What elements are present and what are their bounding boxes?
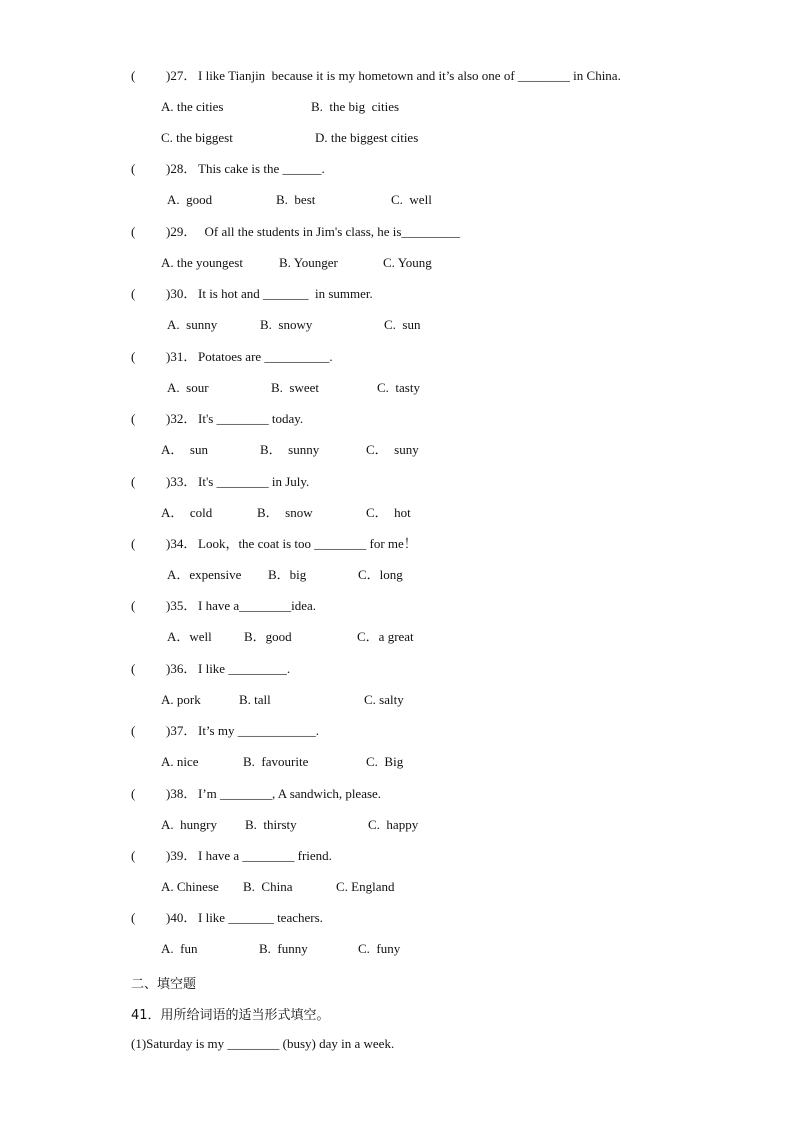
question-number: )35． xyxy=(166,598,197,613)
option-a[interactable]: A. Chinese xyxy=(161,879,219,894)
option-c[interactable]: C．a great xyxy=(357,629,414,644)
option-a[interactable]: A． cold xyxy=(161,505,213,520)
option-b[interactable]: B. Younger xyxy=(279,255,338,270)
question-number: )28． xyxy=(166,161,197,176)
answer-paren[interactable]: ( xyxy=(131,349,136,364)
option-c[interactable]: C． hot xyxy=(366,505,411,520)
answer-paren[interactable]: ( xyxy=(131,411,136,426)
option-d[interactable]: D. the biggest cities xyxy=(315,130,419,145)
question-41-instruction: 41．用所给词语的适当形式填空。 xyxy=(131,1008,330,1023)
question-number: )30． xyxy=(166,286,197,301)
answer-paren[interactable]: ( xyxy=(131,910,136,925)
question-number: )39． xyxy=(166,848,197,863)
option-b[interactable]: B. the big cities xyxy=(311,99,400,114)
answer-paren[interactable]: ( xyxy=(131,286,136,301)
question-number: )40． xyxy=(166,910,197,925)
option-a[interactable]: A．expensive xyxy=(167,567,242,582)
option-b[interactable]: B. best xyxy=(276,192,316,207)
answer-paren[interactable]: ( xyxy=(131,68,136,83)
question-text: I have a________idea. xyxy=(198,598,317,613)
option-b[interactable]: B．good xyxy=(244,629,292,644)
answer-paren[interactable]: ( xyxy=(131,474,136,489)
option-a[interactable]: A. pork xyxy=(161,692,201,707)
option-c[interactable]: C. tasty xyxy=(377,380,420,395)
question-text: I’m ________, A sandwich, please. xyxy=(198,786,382,801)
option-c[interactable]: C． suny xyxy=(366,442,419,457)
question-number: )29． xyxy=(166,224,197,239)
option-b[interactable]: B. tall xyxy=(239,692,271,707)
option-c[interactable]: C. well xyxy=(391,192,432,207)
option-b[interactable]: B．big xyxy=(268,567,307,582)
option-a[interactable]: A．well xyxy=(167,629,212,644)
option-b[interactable]: B． snow xyxy=(257,505,313,520)
answer-paren[interactable]: ( xyxy=(131,786,136,801)
answer-paren[interactable]: ( xyxy=(131,661,136,676)
option-a[interactable]: A. good xyxy=(167,192,213,207)
question-text: It’s my ____________. xyxy=(198,723,319,738)
option-b[interactable]: B． sunny xyxy=(260,442,320,457)
question-text: I like _________. xyxy=(198,661,291,676)
question-number: )34． xyxy=(166,536,197,551)
option-a[interactable]: A. sour xyxy=(167,380,209,395)
option-c[interactable]: C. Young xyxy=(383,255,432,270)
question-text: Of all the students in Jim's class, he is_________ xyxy=(198,224,460,239)
question-number: )36． xyxy=(166,661,197,676)
option-b[interactable]: B. favourite xyxy=(243,754,309,769)
option-c[interactable]: C. Big xyxy=(366,754,404,769)
answer-paren[interactable]: ( xyxy=(131,723,136,738)
option-c[interactable]: C. salty xyxy=(364,692,404,707)
option-c[interactable]: C. England xyxy=(336,879,395,894)
option-a[interactable]: A. the youngest xyxy=(161,255,243,270)
question-number: )27． xyxy=(166,68,197,83)
question-number: )38． xyxy=(166,786,197,801)
section-heading: 二、填空题 xyxy=(131,977,197,992)
question-41-item-1: (1)Saturday is my ________ (busy) day in a week. xyxy=(131,1036,395,1051)
answer-paren[interactable]: ( xyxy=(131,598,136,613)
option-c[interactable]: C. funy xyxy=(358,941,401,956)
option-a[interactable]: A. fun xyxy=(161,941,198,956)
option-a[interactable]: A. nice xyxy=(161,754,199,769)
option-b[interactable]: B. thirsty xyxy=(245,817,297,832)
question-number: )31． xyxy=(166,349,197,364)
question-text: I like _______ teachers. xyxy=(198,910,323,925)
answer-paren[interactable]: ( xyxy=(131,224,136,239)
question-text: Look，the coat is too ________ for me！ xyxy=(198,536,417,551)
option-b[interactable]: B. funny xyxy=(259,941,308,956)
option-a[interactable]: A. sunny xyxy=(167,317,218,332)
question-text: It's ________ today. xyxy=(198,411,304,426)
option-c[interactable]: C. the biggest xyxy=(161,130,233,145)
question-number: )32． xyxy=(166,411,197,426)
question-text: I have a ________ friend. xyxy=(198,848,332,863)
option-b[interactable]: B. China xyxy=(243,879,293,894)
question-number: )33． xyxy=(166,474,197,489)
option-c[interactable]: C. happy xyxy=(368,817,419,832)
question-text: It is hot and _______ in summer. xyxy=(198,286,373,301)
option-c[interactable]: C．long xyxy=(358,567,403,582)
answer-paren[interactable]: ( xyxy=(131,161,136,176)
question-number: )37． xyxy=(166,723,197,738)
question-text: This cake is the ______. xyxy=(198,161,325,176)
option-a[interactable]: A． sun xyxy=(161,442,208,457)
option-b[interactable]: B. snowy xyxy=(260,317,313,332)
option-a[interactable]: A. hungry xyxy=(161,817,217,832)
question-text: I like Tianjin because it is my hometown and it’s also one of ________ in China. xyxy=(198,68,621,83)
answer-paren[interactable]: ( xyxy=(131,536,136,551)
answer-paren[interactable]: ( xyxy=(131,848,136,863)
option-c[interactable]: C. sun xyxy=(384,317,421,332)
question-text: It's ________ in July. xyxy=(198,474,310,489)
option-b[interactable]: B. sweet xyxy=(271,380,320,395)
question-text: Potatoes are __________. xyxy=(198,349,333,364)
option-a[interactable]: A. the cities xyxy=(161,99,224,114)
